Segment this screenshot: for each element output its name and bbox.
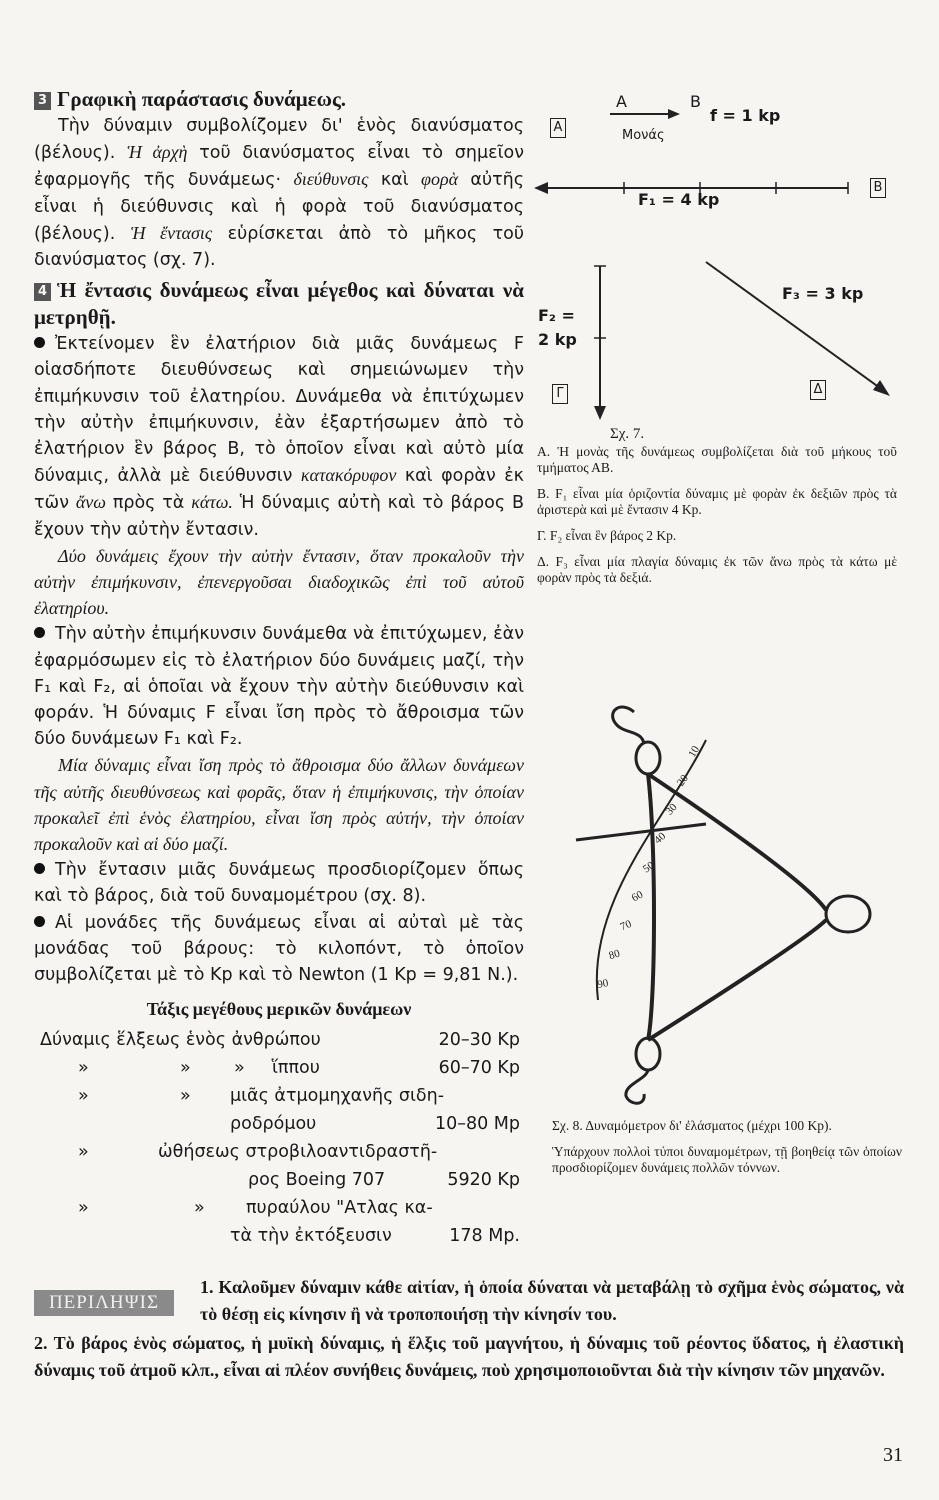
figure-8-caption: Σχ. 8. Δυναμόμετρον δι' ἐλάσματος (μέχρι 100 Kp). <box>552 1118 832 1133</box>
dynamometer-figure <box>556 700 896 1110</box>
summary-point-1: 1. Καλοῦμεν δύναμιν κάθε αἰτίαν, ἡ ὁποία δύναται νὰ μεταβάλῃ τὸ σχῆμα ἑνὸς σώματος, νὰ τὸ θέσῃ εἰς κίνησιν ἢ νὰ τροποποιήσῃ τὴν κίνησίν του. <box>200 1277 904 1324</box>
arrow-head <box>873 380 890 396</box>
figure-8-captions <box>552 1118 902 1186</box>
table-row: » » πυραύλου "Ατλας κα- <box>78 1197 433 1218</box>
table-row: ροδρόμου 10–80 Mp <box>230 1113 520 1134</box>
scale-tick-label: 70 <box>618 917 634 934</box>
section-3-heading <box>34 86 524 113</box>
bullet-icon <box>34 337 45 348</box>
scale-bar <box>576 824 706 840</box>
forces-table <box>34 1027 524 1251</box>
table-row: τὰ τὴν ἐκτόξευσιν 178 Mp. <box>230 1225 520 1246</box>
text-run: φορὰ <box>421 169 459 190</box>
bullet-icon <box>34 627 45 638</box>
arrow-head <box>534 182 548 194</box>
text-run: αὐτῆς εἶναι ἡ διεύθυνσις καὶ ἡ φορὰ τοῦ διανύσματος (βέλους). <box>34 170 524 244</box>
bullet-icon <box>34 916 45 927</box>
section-3-body <box>34 113 524 273</box>
top-hook <box>613 707 644 744</box>
section-number: 3 <box>34 92 51 110</box>
page-number: 31 <box>883 1444 903 1466</box>
text-run: Τὴν δύναμιν συμβολίζομεν δι' ἑνὸς διανύσματος (βέλους). <box>34 116 524 164</box>
paragraph-units: Αἱ μονάδες τῆς δυνάμεως εἶναι αἱ αὐταὶ μὲ τὰς μονάδας τοῦ βάρους: τὸ κιλοπόντ, τὸ ὁποῖον συμβολίζεται μὲ τὸ Kp καὶ τὸ Newton (1 Kp = 9,81 N.). <box>34 912 524 986</box>
text-run: Ἡ ἔντασις <box>130 222 213 243</box>
summary-badge: ΠΕΡΙΛΗΨΙΣ <box>34 1290 174 1316</box>
paragraph-spring: Ἐκτείνομεν ἓν ἐλατήριον διὰ μιᾶς δυνάμεως F οἱασδήποτε διευθύνσεως καὶ σημειώνωμεν τὴν ἐπιμήκυνσιν τοῦ ἐλατηρίου. Δυνάμεθα νὰ ἐπιτύχωμεν τὴν αὐτὴν ἐπιμήκυνσιν, ἐὰν ἐξαρτήσωμεν ἀπὸ τὸ ἐλατήριον ἓν βάρος Β, τὸ ὁποῖον εἶναι καὶ αὐτὸ μία δύναμις, ἀλλὰ μὲ διεύθυνσιν κατακόρυφον καὶ φορὰν ἐκ τῶν ἄνω πρὸς τὰ κάτω. Ἡ δύναμις αὐτὴ καὶ τὸ βάρος Β ἔχουν τὴν αὐτὴν ἔντασιν. <box>34 334 524 540</box>
table-row: » » » ἵππου 60–70 Kp <box>78 1057 520 1078</box>
box-label: B <box>870 178 886 198</box>
scale-tick-label: 30 <box>663 801 680 818</box>
box-label: Δ <box>810 380 826 400</box>
bottom-hook <box>626 1070 648 1103</box>
table-title: Τάξις μεγέθους μερικῶν δυνάμεων <box>146 999 412 1020</box>
table-row: ρος Boeing 707 5920 Kp <box>248 1169 520 1190</box>
left-column <box>34 86 524 1251</box>
scale-tick-label: 90 <box>596 977 610 991</box>
arrow-head <box>668 109 680 119</box>
scale-tick-label: 60 <box>629 888 646 905</box>
scale-tick-label: 20 <box>674 772 691 789</box>
bullet-icon <box>34 863 45 874</box>
box-label: Γ <box>552 384 568 404</box>
scale-tick-label: 50 <box>640 859 657 876</box>
text-run: τοῦ διανύσματος εἶναι τὸ σημεῖον ἐφαρμογῆς τῆς δυνάμεως· <box>34 143 524 191</box>
scale-tick-label: 80 <box>607 947 622 963</box>
figure-7: A B Μονάς f = 1 kp A B F₁ = 4 kp F₂ = 2 kp F₃ = 3 kp Γ Δ Σχ. 7. <box>530 86 910 436</box>
section-4-title: Ἡ ἔντασις δυνάμεως εἶναι μέγεθος καὶ δύναται νὰ μετρηθῇ. <box>34 278 524 330</box>
law-equal-intensity: Δύο δυνάμεις ἔχουν τὴν αὐτὴν ἔντασιν, ὅταν προκαλοῦν τὴν αὐτὴν ἐπιμήκυνσιν, ἐπενεργοῦσαι διαδοχικῶς ἐπὶ τοῦ αὐτοῦ ἐλατηρίου. <box>34 545 524 619</box>
scale-tick-label: 10 <box>686 743 703 760</box>
spring-lower-arm <box>648 920 826 1040</box>
table-row: » » μιᾶς ἀτμομηχανῆς σιδη- <box>78 1085 445 1106</box>
force-vectors-diagram <box>530 86 910 436</box>
paragraph-dynamometer: Τὴν ἔντασιν μιᾶς δυνάμεως προσδιορίζομεν ὅπως καὶ τὸ βάρος, διὰ τοῦ δυναμομέτρου (σχ. 8). <box>34 860 524 907</box>
force-f3-vector <box>706 262 880 388</box>
scale-tick-label: 40 <box>652 830 669 847</box>
section-4-heading <box>34 277 524 331</box>
summary-point-2: 2. Τὸ βάρος ἑνὸς σώματος, ἡ μυϊκὴ δύναμις, ἡ ἕλξις τοῦ μαγνήτου, ἡ δύναμις τοῦ ρέοντος ὕδατος, ἡ ἐλαστικὴ δύναμις τοῦ ἀτμοῦ κλπ., εἶναι αἱ πλέον συνήθεις δυνάμεις, ποὺ χρησιμοποιοῦνται διὰ τὴν κίνησιν τῶν μηχανῶν. <box>34 1333 904 1380</box>
text-run: καὶ <box>368 170 421 191</box>
box-label: A <box>550 118 566 138</box>
right-loop <box>826 896 870 932</box>
figure-7-captions: Α. Ἡ μονὰς τῆς δυνάμεως συμβολίζεται διὰ τοῦ μήκους τοῦ τμήματος ΑΒ. Β. F₁ εἶναι μία ὁριζοντία δύναμις μὲ φορὰν ἐκ δεξιῶν πρὸς τὰ ἀριστερὰ καὶ μὲ ἔντασιν 4 Kp. Γ. F₂ εἶναι ἓν βάρος 2 Kp. Δ. F₃ εἶναι μία πλαγία δύναμις ἐκ τῶν ἄνω πρὸς τὰ κάτω μὲ φορὰν πρὸς τὰ δεξιά. <box>537 444 897 585</box>
table-row: Δύναμις ἕλξεως ἑνὸς ἀνθρώπου 20–30 Kp <box>40 1029 520 1050</box>
table-row: » ὠθήσεως στροβιλοαντιδραστῆ- <box>78 1141 438 1162</box>
paragraph-sum: Τὴν αὐτὴν ἐπιμήκυνσιν δυνάμεθα νὰ ἐπιτύχωμεν, ἐὰν ἐφαρμόσωμεν εἰς τὸ ἐλατήριον δύο δυνάμεις μαζί, τὴν F₁ καὶ F₂, αἱ ὁποῖαι νὰ ἔχουν τὴν αὐτὴν διεύθυνσιν καὶ φοράν. Ἡ δύναμις F εἶναι ἴση πρὸς τὸ ἄθροισμα τῶν δύο δυνάμεων F₁ καὶ F₂. <box>34 624 524 750</box>
law-sum: Μία δύναμις εἶναι ἴση πρὸς τὸ ἄθροισμα δύο ἄλλων δυνάμεων τῆς αὐτῆς διευθύνσεως καὶ φορᾶς, ὅταν ἡ ἐπιμήκυνσις, τὴν ὁποίαν προκαλεῖ ἐπὶ ἑνὸς ἐλατηρίου, εἶναι ἴση πρὸς αὐτήν, τὴν ὁποίαν προκαλοῦν καὶ αἱ δύο μαζί. <box>34 755 524 855</box>
text-run: εὑρίσκεται ἀπὸ τὸ μῆκος τοῦ διανύσματος (σχ. 7). <box>34 223 524 271</box>
summary-section <box>34 1274 904 1384</box>
section-3-title: Γραφικὴ παράστασις δυνάμεως. <box>57 87 347 111</box>
text-run: διεύθυνσις <box>293 169 369 190</box>
arrow-head <box>594 406 606 420</box>
spring-left-curve <box>648 774 654 1040</box>
figure-8-note: Ὑπάρχουν πολλοὶ τύποι δυναμομέτρων, τῇ βοηθείᾳ τῶν ὁποίων προσδιορίζομεν δυνάμεις πολλῶν τόννων. <box>552 1144 902 1175</box>
section-number: 4 <box>34 283 51 301</box>
text-run: Ἡ ἀρχὴ <box>127 142 188 163</box>
